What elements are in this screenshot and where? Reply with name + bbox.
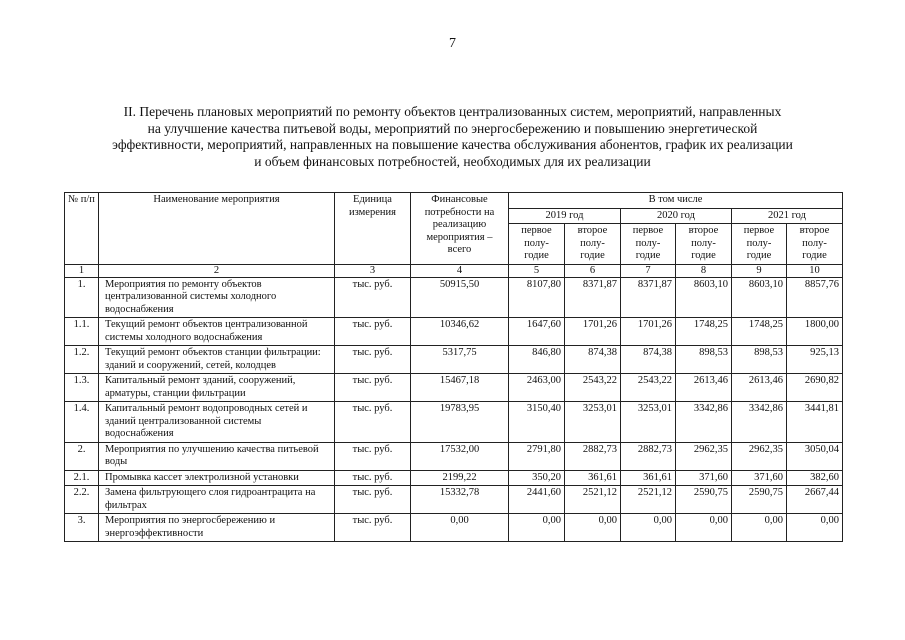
row-num: 1.4. — [65, 402, 99, 443]
row-unit: тыс. руб. — [335, 442, 411, 470]
row-value: 2613,46 — [676, 374, 732, 402]
row-value: 350,20 — [509, 470, 565, 486]
header-half-first: первое полу-годие — [509, 224, 565, 265]
row-name: Промывка кассет электролизной установки — [99, 470, 335, 486]
row-value: 8857,76 — [787, 277, 843, 318]
table-row — [65, 318, 843, 346]
row-unit: тыс. руб. — [335, 374, 411, 402]
header-year: 2021 год — [732, 208, 843, 224]
row-value: 925,13 — [787, 346, 843, 374]
row-num: 3. — [65, 514, 99, 542]
row-value: 371,60 — [676, 470, 732, 486]
column-number: 6 — [565, 264, 621, 277]
row-value: 0,00 — [732, 514, 787, 542]
table-row — [65, 346, 843, 374]
row-value: 2962,35 — [676, 442, 732, 470]
row-value: 874,38 — [621, 346, 676, 374]
row-value: 2882,73 — [565, 442, 621, 470]
column-number: 10 — [787, 264, 843, 277]
header-year: 2020 год — [621, 208, 732, 224]
row-total: 15467,18 — [411, 374, 509, 402]
row-total: 17532,00 — [411, 442, 509, 470]
row-total: 19783,95 — [411, 402, 509, 443]
table-row — [65, 514, 843, 542]
row-value: 1748,25 — [732, 318, 787, 346]
row-value: 8603,10 — [676, 277, 732, 318]
row-unit: тыс. руб. — [335, 514, 411, 542]
row-value: 8371,87 — [621, 277, 676, 318]
row-value: 3441,81 — [787, 402, 843, 443]
row-value: 2690,82 — [787, 374, 843, 402]
row-total: 2199,22 — [411, 470, 509, 486]
row-value: 1701,26 — [621, 318, 676, 346]
row-total: 50915,50 — [411, 277, 509, 318]
row-num: 1.2. — [65, 346, 99, 374]
column-number: 1 — [65, 264, 99, 277]
row-name: Капитальный ремонт водопроводных сетей и зданий централизованной системы водоснабжения — [99, 402, 335, 443]
row-unit: тыс. руб. — [335, 470, 411, 486]
row-value: 1701,26 — [565, 318, 621, 346]
row-value: 361,61 — [565, 470, 621, 486]
row-unit: тыс. руб. — [335, 318, 411, 346]
row-name: Текущий ремонт объектов централизованной системы холодного водоснабжения — [99, 318, 335, 346]
header-unit: Единица измерения — [335, 193, 411, 265]
header-including: В том числе — [509, 193, 843, 209]
row-num: 2.2. — [65, 486, 99, 514]
row-value: 0,00 — [509, 514, 565, 542]
header-half-second: второе полу-годие — [676, 224, 732, 265]
row-value: 382,60 — [787, 470, 843, 486]
row-value: 2962,35 — [732, 442, 787, 470]
row-total: 5317,75 — [411, 346, 509, 374]
measures-table — [64, 192, 843, 542]
column-number: 9 — [732, 264, 787, 277]
row-value: 371,60 — [732, 470, 787, 486]
row-num: 1. — [65, 277, 99, 318]
title-line: II. Перечень плановых мероприятий по ремонту объектов централизованных систем, мероприятий, направленных — [123, 104, 782, 119]
page-number: 7 — [449, 36, 456, 51]
row-value: 2521,12 — [621, 486, 676, 514]
column-number: 3 — [335, 264, 411, 277]
row-value: 2521,12 — [565, 486, 621, 514]
row-name: Мероприятия по энергосбережению и энергоэффективности — [99, 514, 335, 542]
header-half-second: второе полу-годие — [565, 224, 621, 265]
row-value: 361,61 — [621, 470, 676, 486]
row-unit: тыс. руб. — [335, 486, 411, 514]
header-half-first: первое полу-годие — [621, 224, 676, 265]
header-half-first: первое полу-годие — [732, 224, 787, 265]
table-row — [65, 402, 843, 443]
row-value: 2590,75 — [676, 486, 732, 514]
table-row — [65, 442, 843, 470]
row-num: 2. — [65, 442, 99, 470]
row-value: 898,53 — [732, 346, 787, 374]
row-value: 2543,22 — [565, 374, 621, 402]
header-half-second: второе полу-годие — [787, 224, 843, 265]
row-value: 1748,25 — [676, 318, 732, 346]
row-value: 0,00 — [787, 514, 843, 542]
row-num: 1.1. — [65, 318, 99, 346]
row-total: 0,00 — [411, 514, 509, 542]
row-value: 3342,86 — [676, 402, 732, 443]
row-value: 874,38 — [565, 346, 621, 374]
row-value: 3050,04 — [787, 442, 843, 470]
row-value: 2882,73 — [621, 442, 676, 470]
row-value: 8107,80 — [509, 277, 565, 318]
header-name: Наименование мероприятия — [99, 193, 335, 265]
title-line: и объем финансовых потребностей, необходимых для их реализации — [254, 153, 651, 169]
row-value: 3342,86 — [732, 402, 787, 443]
column-number: 8 — [676, 264, 732, 277]
row-value: 2590,75 — [732, 486, 787, 514]
row-num: 1.3. — [65, 374, 99, 402]
row-value: 3253,01 — [565, 402, 621, 443]
row-value: 2791,80 — [509, 442, 565, 470]
table-row — [65, 470, 843, 486]
row-value: 3150,40 — [509, 402, 565, 443]
row-value: 846,80 — [509, 346, 565, 374]
row-value: 2613,46 — [732, 374, 787, 402]
header-finance: Финансовые потребности на реализацию мероприятия – всего — [411, 193, 509, 265]
row-unit: тыс. руб. — [335, 402, 411, 443]
row-total: 10346,62 — [411, 318, 509, 346]
row-value: 898,53 — [676, 346, 732, 374]
row-num: 2.1. — [65, 470, 99, 486]
header-year: 2019 год — [509, 208, 621, 224]
row-value: 1647,60 — [509, 318, 565, 346]
row-value: 2667,44 — [787, 486, 843, 514]
column-number: 5 — [509, 264, 565, 277]
row-total: 15332,78 — [411, 486, 509, 514]
row-name: Мероприятия по улучшению качества питьевой воды — [99, 442, 335, 470]
column-number: 4 — [411, 264, 509, 277]
header-num: № п/п — [65, 193, 99, 265]
table-row — [65, 277, 843, 318]
table-row — [65, 374, 843, 402]
row-value: 0,00 — [676, 514, 732, 542]
row-value: 0,00 — [621, 514, 676, 542]
document-title — [40, 104, 865, 170]
table-row — [65, 486, 843, 514]
row-value: 8371,87 — [565, 277, 621, 318]
row-value: 3253,01 — [621, 402, 676, 443]
title-line: эффективности, мероприятий, направленных на повышение качества обслуживания абонентов, график их реализации — [112, 137, 793, 152]
row-unit: тыс. руб. — [335, 277, 411, 318]
column-number: 7 — [621, 264, 676, 277]
title-line: на улучшение качества питьевой воды, мероприятий по энергосбережению и повышению энергетической — [147, 120, 758, 136]
row-value: 0,00 — [565, 514, 621, 542]
row-unit: тыс. руб. — [335, 346, 411, 374]
column-number-row — [65, 264, 843, 277]
row-name: Текущий ремонт объектов станции фильтрации: зданий и сооружений, сетей, колодцев — [99, 346, 335, 374]
row-name: Капитальный ремонт зданий, сооружений, арматуры, станции фильтрации — [99, 374, 335, 402]
row-value: 2441,60 — [509, 486, 565, 514]
row-value: 2463,00 — [509, 374, 565, 402]
row-name: Мероприятия по ремонту объектов централизованной системы холодного водоснабжения — [99, 277, 335, 318]
row-value: 8603,10 — [732, 277, 787, 318]
row-value: 1800,00 — [787, 318, 843, 346]
row-name: Замена фильтрующего слоя гидроантрацита на фильтрах — [99, 486, 335, 514]
row-value: 2543,22 — [621, 374, 676, 402]
column-number: 2 — [99, 264, 335, 277]
